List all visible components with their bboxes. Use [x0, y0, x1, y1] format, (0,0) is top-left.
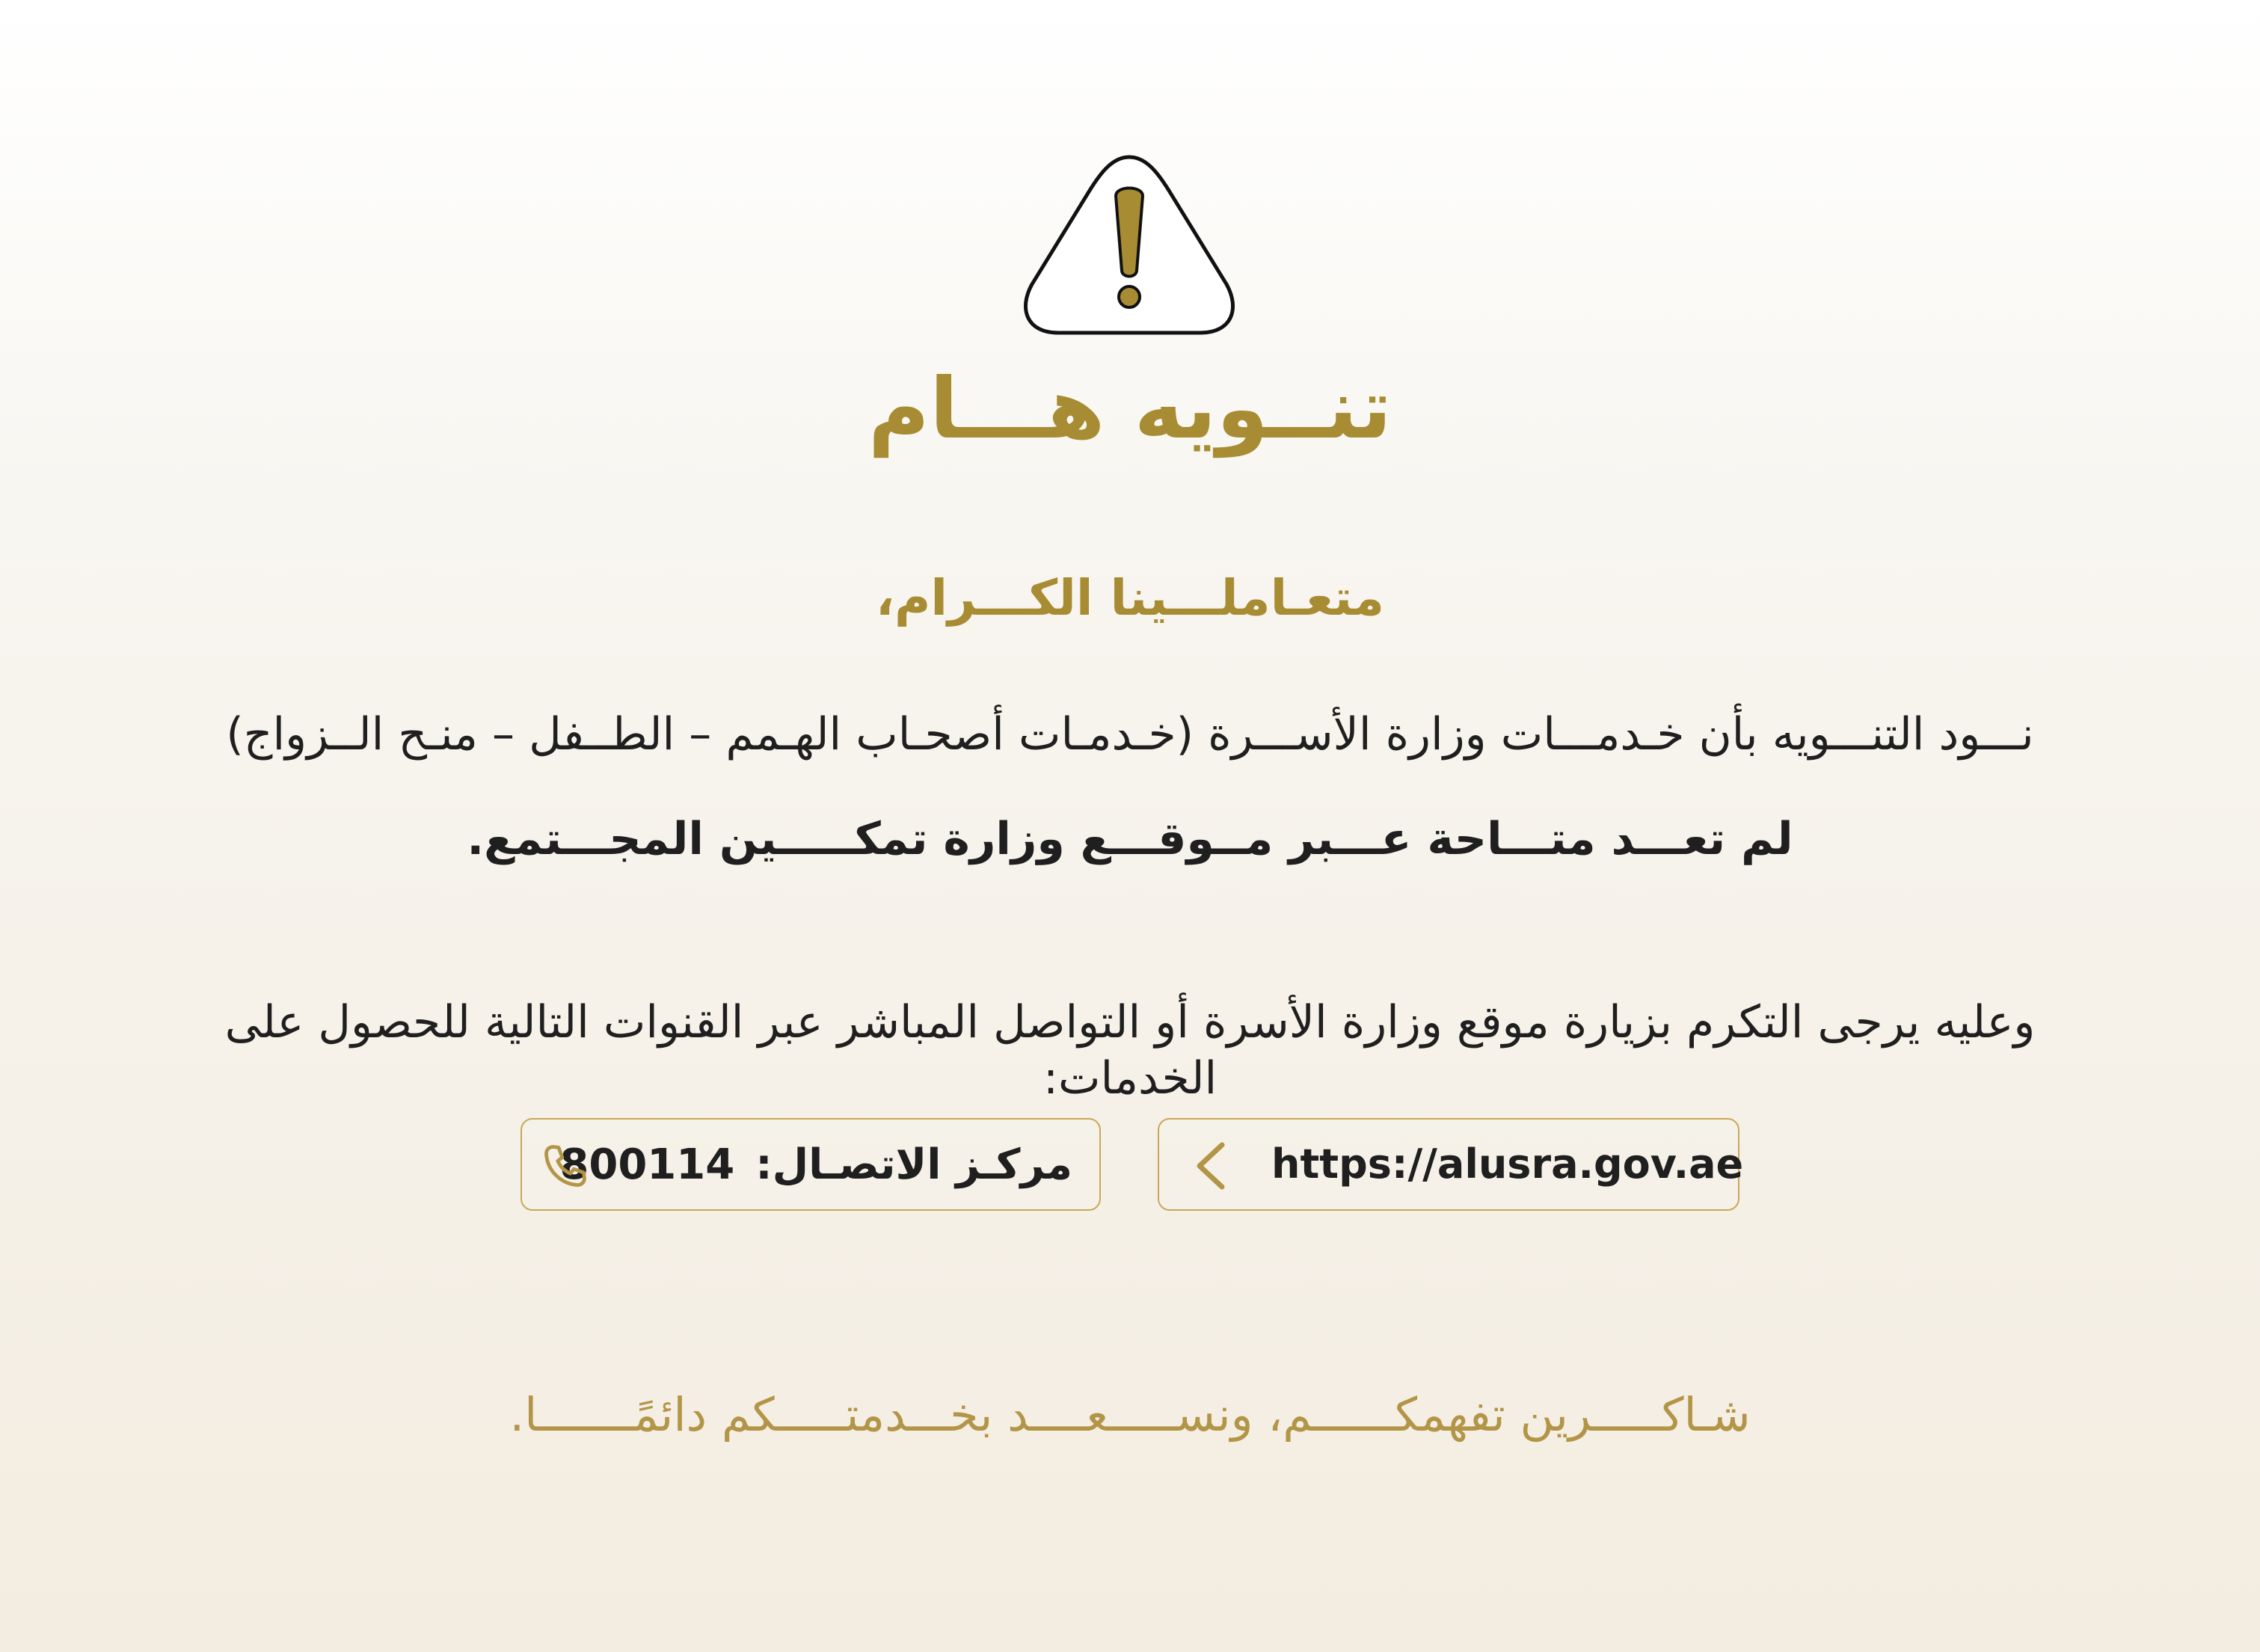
website-url: https://alusra.gov.ae: [1271, 1140, 1744, 1188]
website-link-button[interactable]: [1158, 1118, 1744, 1211]
notice-paragraph-instructions: وعليه يرجى التكرم بزيارة موقع وزارة الأسرة أو التواصل المباشر عبر القنوات التالية للحصول على الخدمات:: [224, 996, 2036, 1105]
chevron-left-icon: [1189, 1140, 1234, 1191]
phone-icon: [538, 1139, 592, 1193]
thanks-message: شـاكـــــرين تفهمكــــــم، ونســـــعــــد بخـــدمتـــــكم دائمًـــــــا.: [509, 1387, 1751, 1442]
notice-title: تنــويه هـــام: [868, 360, 1392, 458]
notice-paragraph-services: نـــود التنـــويه بأن خـدمـــات وزارة الأســـرة (خـدمـات أصحـاب الهـمم – الطــفل – منـح الــزواج): [226, 708, 2034, 761]
contact-center-label: مركـز الاتصـال:: [755, 1140, 1072, 1189]
warning-triangle-icon: [1017, 150, 1241, 340]
contact-center-number: 800114: [559, 1140, 735, 1189]
contact-center-button[interactable]: [521, 1118, 1101, 1211]
greeting-text: متعـاملـــينا الكـــرام،: [875, 569, 1385, 627]
notice-paragraph-unavailable: لم تعـــد متـــاحة عـــبر مــوقـــع وزارة تمكـــــين المجـــتمع.: [467, 813, 1793, 865]
